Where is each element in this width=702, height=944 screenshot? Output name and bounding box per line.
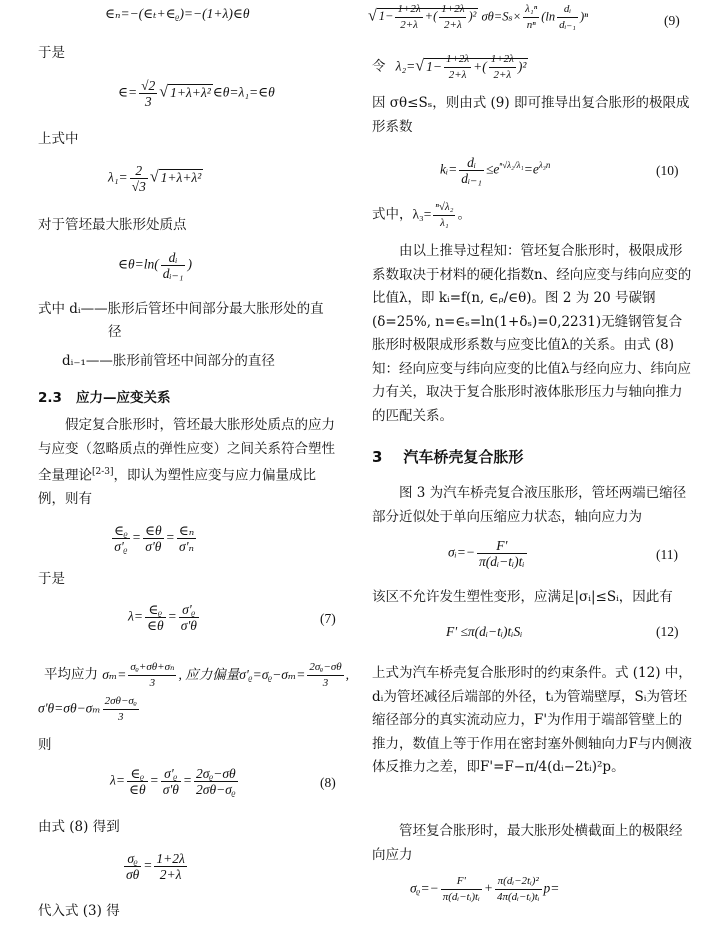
equation-number-10: (10) (656, 163, 679, 178)
equation-lambda1: λ₁= $\frac{2}{√3}$ √ 1+λ+λ² (108, 163, 202, 194)
paragraph-constraint: 上式为汽车桥壳复合胀形时的约束条件。式 (12) 中，dᵢ为管坯减径后端部的外径，tᵢ为管端壁厚，Sᵢ为管坯缩径部分的真实流动应力，F'为作用于端部管壁上的推力，数值上等于作用在密封塞外侧轴向力F与内侧液体反推力之差，即F'=F−π/4(dᵢ−2tᵢ)²p。 (372, 665, 692, 775)
paragraph-summary: 由以上推导过程知：管坯复合胀形时，极限成形系数取决于材料的硬化指数n、经向应变与纬向应变的比值λ，即 kᵢ=f(n, ∈ᵨ/∈θ)。图 2 为 20 号碳钢(δ=25%, n=∈ₛ=ln(1+δₛ)=0,2231)无缝钢管复合胀形时极限成形系数与应变比值λ的关系。由式 (8) 知：经向应变与纬向应变的比值λ与经向应力、纬向应力有关，取决于复合胀形时液体胀形压力与轴向推力的匹配关系。 (372, 243, 692, 424)
equation-lambda3: 式中，λ₃= $\frac{\text{ⁿ√λ₂}}{\text{λ₁}}$ 。 (372, 201, 471, 229)
section-title: 汽车桥壳复合胀形 (403, 448, 524, 466)
text-from-eq8: 由式 (8) 得到 (38, 819, 120, 835)
section-heading-2-3 (38, 386, 171, 406)
text-yushi: 于是 (38, 45, 65, 61)
equation-number-8: (8) (320, 775, 336, 790)
definition-di: 式中 dᵢ——胀形后管坯中间部分最大胀形处的直 (38, 301, 324, 317)
equation-effective-strain: ∈= $\frac{√2}{3}$ √ 1+λ+λ² ∈θ=λ₁=∈θ (118, 78, 275, 109)
section-heading-3 (372, 446, 523, 467)
equation-9: √ 1− $\frac{1+2\lambda}{2+\lambda}$ +( $\frac{1+2\lambda}{2+\lambda}$ )² σθ=Sₛ× $\frac{\text{λ₁ⁿ}}{\text{nⁿ}}$ (ln $\frac{\text{dᵢ}}{\text{dᵢ₋₁}}$ )ⁿ (368, 3, 589, 31)
equation-number-7: (7) (320, 611, 336, 626)
equation-number-11: (11) (656, 547, 678, 562)
text-yushi-2: 于是 (38, 571, 65, 587)
equation-10: kᵢ= $\frac{\text{dᵢ}}{\text{dᵢ₋₁}}$ $\le e^{^n√\lambda_2/\lambda_1}=e^{\lambda_3n}$ (440, 155, 551, 186)
text-substitute-3: 代入式 (3) 得 (38, 903, 120, 919)
equation-7: λ= $\frac{\text{∈ᵨ}}{\in\theta}$ = $\frac{\text{σ'ᵨ}}{\sigma'\theta}$ (128, 602, 197, 633)
paragraph-no-plastic: 该区不允许发生塑性变形，应满足|σᵢ|≤Sᵢ，因此有 (372, 589, 673, 605)
equation-sigma-ratio: $\frac{\text{σᵨ}}{\sigma\theta}$ = $\frac{1+2\lambda}{2+\lambda}$ (126, 851, 185, 882)
equation-number-9: (9) (664, 13, 680, 28)
section-number: 3 (372, 448, 383, 466)
equation-number-12: (12) (656, 624, 679, 639)
equation-theta-deviator: σ'θ=σθ−σₘ $\frac{\text{2σθ−σᵨ}}{3}$ (38, 695, 137, 723)
definition-di-cont: 径 (108, 324, 122, 340)
paragraph-stress-strain: 假定复合胀形时，管坯最大胀形处质点的应力与应变（忽略质点的弹性应变）之间关系符合塑性全量理论[2-3]，即认为塑性应变与应力偏量成比例，则有 (38, 417, 335, 507)
equation-11: σᵢ=− $\frac{F'}{\text{π(dᵢ−tᵢ)tᵢ}}$ (448, 538, 525, 569)
paragraph-limit-coefficient: 因 σθ≤Sₛ，则由式 (9) 即可推导出复合胀形的极限成形系数 (372, 95, 690, 135)
equation-8: λ= $\frac{\text{∈ᵨ}}{\in\theta}$ = $\frac{\text{σ'ᵨ}}{\sigma'\theta}$ = $\frac{\text{2σᵨ−σθ}}{\text{2σθ−σᵨ}}$ (110, 766, 236, 797)
paragraph-fig3: 图 3 为汽车桥壳复合液压胀形，管坯两端已缩径部分近似处于单向压缩应力状态，轴向应力为 (372, 485, 687, 525)
section-number: 2.3 (38, 390, 62, 406)
definition-di1: dᵢ₋₁——胀形前管坯中间部分的直径 (62, 353, 275, 369)
average-stress-line: 平均应力 σₘ= $\frac{\text{σᵨ+σθ+σₙ}}{3}$ , 应力偏量σ'ᵨ=σᵨ−σₘ= $\frac{\text{2σᵨ−σθ}}{3}$ , (44, 661, 350, 689)
equation-text: ∈ₙ=−(∈ₜ+∈ᵨ)=−(1+λ)∈θ (105, 6, 250, 21)
equation-strain-normal (105, 6, 249, 22)
equation-proportional: $\frac{\text{∈ᵨ}}{\text{σ'ᵨ}}$ = $\frac{\in\theta}{\sigma'\theta}$ = $\frac{\text{∈ₙ}}{\text{σ'ₙ}}$ (114, 523, 195, 554)
paragraph-meridional: 管坯复合胀形时，最大胀形处横截面上的极限经向应力 (372, 823, 683, 863)
equation-12: F' ≤π(dᵢ−tᵢ)tᵢSᵢ (446, 624, 523, 639)
equation-meridional-stress: σᵨ=− $\frac{F'}{\text{π(dᵢ−tᵢ)tᵢ}}$ + $\frac{\text{π(dᵢ−2tᵢ)²}}{\text{4π(dᵢ−tᵢ)tᵢ}}$ p= (410, 875, 560, 903)
text-ze: 则 (38, 737, 52, 753)
section-title: 应力—应变关系 (76, 390, 171, 406)
equation-eps-theta: ∈θ=ln( $\frac{\text{dᵢ}}{\text{dᵢ₋₁}}$ ) (118, 250, 192, 281)
text-max-point: 对于管坯最大胀形处质点 (38, 217, 187, 233)
text-shangshi: 上式中 (38, 131, 79, 147)
equation-lambda2: 令 λ₂=√ 1− $\frac{1+2\lambda}{2+\lambda}$ +( $\frac{1+2\lambda}{2+\lambda}$ )² (372, 53, 527, 81)
citation: [2-3] (92, 467, 114, 477)
